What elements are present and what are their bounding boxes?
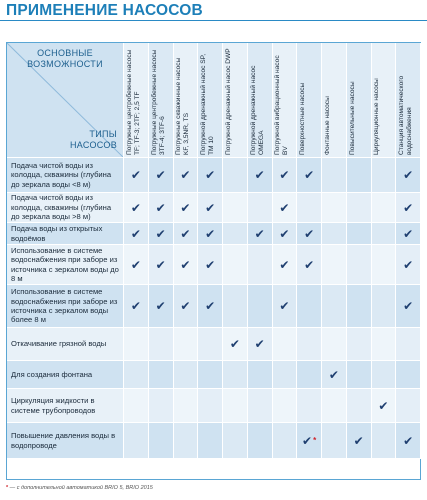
check-icon: ✔ [155, 168, 166, 182]
table-corner-header [7, 43, 124, 158]
row-label: Подача воды из открытых водоёмов [7, 223, 124, 245]
row-label: Использование в системе водоснабжения при заборе из источника с зеркалом воды более 8 м [7, 285, 124, 328]
table-cell [372, 423, 397, 459]
footnote-mark: * [6, 485, 9, 491]
table-cell [347, 389, 372, 423]
column-header-12 [396, 43, 421, 158]
check-icon: ✔ [180, 299, 191, 313]
check-icon: ✔ [180, 168, 191, 182]
check-icon: ✔ [180, 257, 191, 272]
table-cell [198, 328, 223, 361]
check-icon: ✔ [304, 226, 315, 241]
column-header-9 [322, 43, 347, 158]
column-header-5 [223, 43, 248, 158]
table-cell [223, 158, 248, 193]
table-cell [149, 193, 174, 223]
table-cell [322, 328, 347, 361]
table-cell [273, 361, 298, 389]
table-cell [198, 223, 223, 245]
table-cell [248, 389, 273, 423]
table-cell [273, 223, 298, 245]
check-icon: ✔ [403, 200, 414, 215]
column-header-label: Станция автоматического водоснабжения [398, 75, 414, 155]
table-cell [273, 285, 298, 328]
check-icon: ✔ [279, 200, 290, 215]
check-icon: ✔ [180, 200, 191, 215]
table-cell [174, 158, 199, 193]
table-cell [149, 285, 174, 328]
column-header-label: Погружные скважинные насосы KF, 3,5NR, TS [175, 57, 191, 155]
table-cell [297, 328, 322, 361]
table-cell [297, 245, 322, 285]
table-cell [322, 223, 347, 245]
table-cell [396, 423, 421, 459]
table-cell [124, 285, 149, 328]
table-cell [322, 193, 347, 223]
table-cell [248, 193, 273, 223]
table-cell [372, 389, 397, 423]
table-cell [198, 285, 223, 328]
column-header-1 [124, 43, 149, 158]
check-icon: ✔ [403, 299, 414, 313]
check-icon: ✔ [254, 337, 265, 351]
table-cell [347, 193, 372, 223]
table-cell [174, 223, 199, 245]
table-cell [174, 389, 199, 423]
check-icon: ✔ [254, 168, 265, 182]
table-cell [223, 285, 248, 328]
footnote-star: * [313, 435, 317, 445]
table-cell [273, 423, 298, 459]
check-icon: ✔ [279, 299, 290, 313]
column-header-2 [149, 43, 174, 158]
table-cell [223, 193, 248, 223]
column-header-11 [372, 43, 397, 158]
check-icon: ✔ [279, 257, 290, 272]
row-label: Циркуляция жидкости в системе трубопроводов [7, 389, 124, 423]
table-cell [396, 361, 421, 389]
table-cell [396, 193, 421, 223]
table-cell [248, 223, 273, 245]
check-icon: ✔ [180, 226, 191, 241]
table-cell [322, 389, 347, 423]
table-cell [273, 158, 298, 193]
check-icon: ✔ [254, 226, 265, 241]
table-cell [372, 245, 397, 285]
row-label: Откачивание грязной воды [7, 328, 124, 361]
table-cell [347, 361, 372, 389]
column-header-label: Повысительные насосы [348, 81, 356, 155]
table-cell [372, 285, 397, 328]
check-icon: ✔ [229, 337, 240, 351]
table-cell [124, 389, 149, 423]
table-cell [322, 245, 347, 285]
check-icon: ✔ [130, 257, 141, 272]
table-cell [174, 423, 199, 459]
table-cell [372, 328, 397, 361]
row-label: Повышение давления воды в водопроводе [7, 423, 124, 459]
table-cell [396, 158, 421, 193]
column-header-label: Погружной дренажный насос SP, TM 10 [200, 53, 216, 155]
check-icon: ✔ [403, 226, 414, 241]
table-cell [174, 328, 199, 361]
check-icon: ✔ [378, 398, 389, 413]
table-cell [322, 285, 347, 328]
column-header-label: Фонтанные насосы [323, 96, 331, 155]
table-cell [149, 328, 174, 361]
table-cell [273, 389, 298, 423]
table-cell [396, 245, 421, 285]
table-cell [124, 223, 149, 245]
footnote [6, 485, 153, 491]
table-cell [223, 423, 248, 459]
row-label: Для создания фонтана [7, 361, 124, 389]
table-cell [347, 423, 372, 459]
table-cell [273, 245, 298, 285]
table-cell [174, 193, 199, 223]
column-header-label: Погружной дренажный насос OMEGA [249, 65, 265, 155]
check-icon: ✔ [304, 168, 315, 182]
table-cell [149, 361, 174, 389]
column-header-label: Поверхностные насосы [299, 82, 307, 155]
table-cell [248, 158, 273, 193]
table-cell [198, 389, 223, 423]
table-cell [198, 158, 223, 193]
table-cell [372, 158, 397, 193]
table-cell [198, 193, 223, 223]
table-cell [347, 245, 372, 285]
check-icon: ✔ [279, 226, 290, 241]
check-icon: ✔ [205, 168, 216, 182]
table-cell [124, 158, 149, 193]
table-cell [174, 361, 199, 389]
check-icon: ✔ [130, 200, 141, 215]
row-label: Подача чистой воды из колодца, скважины (глубина до зеркала воды <8 м) [7, 158, 124, 193]
check-icon: ✔ [205, 226, 216, 241]
footnote-text: — с дополнительной автоматикой BRIO 5, BRIO 2015 [8, 485, 153, 491]
table-cell [248, 423, 273, 459]
table-cell [149, 423, 174, 459]
table-cell [347, 158, 372, 193]
check-icon: ✔ [130, 168, 141, 182]
table-cell [223, 223, 248, 245]
check-icon: ✔ [403, 433, 414, 448]
table-cell [124, 193, 149, 223]
corner-label-pump-types: ТИПЫ НАСОСОВ [69, 129, 117, 150]
column-header-8 [297, 43, 322, 158]
table-cell [322, 361, 347, 389]
check-icon: ✔ [155, 299, 166, 313]
table-cell [198, 245, 223, 285]
table-cell [297, 285, 322, 328]
table-cell [396, 389, 421, 423]
check-icon: ✔ [353, 433, 364, 448]
table-cell [273, 193, 298, 223]
column-header-label: Погружной дренажный насос DWP [224, 48, 232, 155]
column-header-7 [273, 43, 298, 158]
column-header-label: Погружные центробежные насосы 3TF-4; 3TF-6 [150, 49, 166, 155]
table-cell [149, 158, 174, 193]
table-cell [124, 245, 149, 285]
table-cell [347, 223, 372, 245]
check-icon: ✔ [205, 257, 216, 272]
table-cell [372, 193, 397, 223]
check-icon: ✔ [155, 257, 166, 272]
row-label: Подача чистой воды из колодца, скважины (глубина до зеркала воды >8 м) [7, 193, 124, 223]
table-cell [396, 285, 421, 328]
table-cell [297, 223, 322, 245]
column-header-6 [248, 43, 273, 158]
table-cell [297, 158, 322, 193]
column-header-label: Погружные центробежные насосы TF; TF-3; 2TF; 2,5 TF [125, 49, 141, 155]
check-icon: ✔ [205, 200, 216, 215]
table-cell [297, 389, 322, 423]
table-cell [223, 328, 248, 361]
table-cell [248, 285, 273, 328]
table-cell [223, 245, 248, 285]
table-cell [322, 158, 347, 193]
table-cell [223, 389, 248, 423]
table-cell [248, 361, 273, 389]
table-cell [149, 245, 174, 285]
table-cell [174, 245, 199, 285]
check-icon: ✔ [130, 299, 141, 313]
table-cell [322, 423, 347, 459]
column-header-label: Циркуляционные насосы [373, 78, 381, 155]
check-icon: ✔ [328, 367, 339, 382]
check-icon: ✔ [279, 168, 290, 182]
row-label: Использование в системе водоснабжения при заборе из источника с зеркалом воды до 8 м [7, 245, 124, 285]
pump-application-table [6, 42, 421, 480]
table-cell [372, 361, 397, 389]
table-cell [372, 223, 397, 245]
column-header-4 [198, 43, 223, 158]
page-title: ПРИМЕНЕНИЕ НАСОСОВ [6, 2, 203, 19]
check-icon: ✔ [304, 257, 315, 272]
table-cell [124, 328, 149, 361]
check-icon: ✔ [403, 257, 414, 272]
table-cell [198, 423, 223, 459]
table-cell [124, 423, 149, 459]
table-cell [248, 245, 273, 285]
table-cell [174, 285, 199, 328]
check-icon: ✔ [403, 168, 414, 182]
check-icon: ✔ [155, 226, 166, 241]
table-cell [198, 361, 223, 389]
table-cell [223, 361, 248, 389]
table-cell [297, 423, 322, 459]
table-cell [347, 285, 372, 328]
table-cell [297, 361, 322, 389]
table-cell [149, 223, 174, 245]
table-cell [396, 223, 421, 245]
title-divider [0, 20, 427, 21]
column-header-3 [174, 43, 199, 158]
check-icon: ✔ [302, 433, 313, 448]
corner-label-capabilities: ОСНОВНЫЕ ВОЗМОЖНОСТИ [27, 48, 103, 69]
table-cell [347, 328, 372, 361]
check-icon: ✔ [205, 299, 216, 313]
table-cell [248, 328, 273, 361]
table-cell [273, 328, 298, 361]
table-cell [396, 328, 421, 361]
table-cell [149, 389, 174, 423]
table-cell [297, 193, 322, 223]
column-header-10 [347, 43, 372, 158]
check-icon: ✔ [130, 226, 141, 241]
check-icon: ✔ [155, 200, 166, 215]
table-cell [124, 361, 149, 389]
column-header-label: Погружной вибрационный насос BV [274, 55, 290, 155]
